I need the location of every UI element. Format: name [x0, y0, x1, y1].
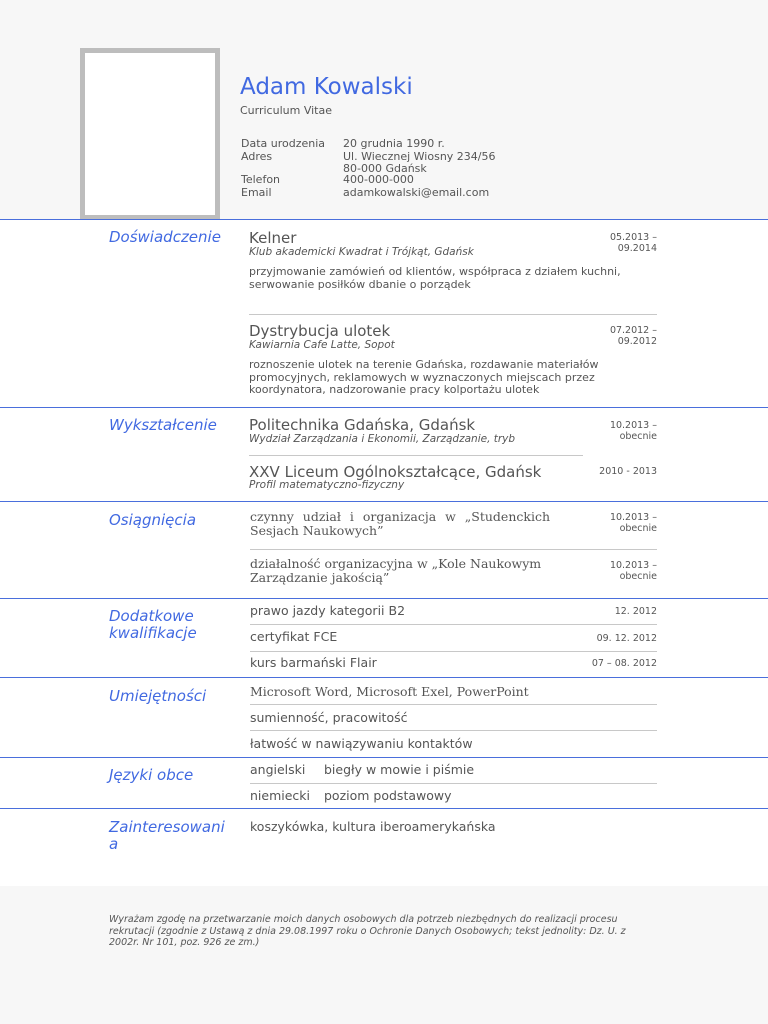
phone-value: 400-000-000: [343, 173, 414, 186]
achievement-text: działalność organizacyjna w „Kole Naukowym Zarządzanie jakością”: [250, 556, 542, 585]
job-organization: Klub akademicki Kwadrat i Trójkąt, Gdańsk: [249, 246, 474, 258]
job-organization: Kawiarnia Cafe Latte, Sopot: [249, 339, 395, 351]
section-title-qualifications: Dodatkowe kwalifikacje: [109, 607, 197, 642]
section-divider: [0, 219, 768, 220]
skill-item: sumienność, pracowitość: [250, 710, 408, 725]
job-description: przyjmowanie zamówień od klientów, współpraca z działem kuchni, serwowanie posiłków dbanie o porządek: [249, 265, 621, 291]
school-date: 2010 - 2013: [599, 466, 657, 477]
achievement-date: 10.2013 – obecnie: [609, 560, 657, 582]
qualification-date: 07 – 08. 2012: [591, 658, 657, 669]
section-title-education: Wykształcenie: [109, 416, 217, 434]
job-title: Dystrybucja ulotek: [249, 322, 391, 340]
item-separator: [250, 730, 657, 731]
birth-date-value: 20 grudnia 1990 r.: [343, 137, 445, 150]
skill-item: Microsoft Word, Microsoft Exel, PowerPoint: [250, 684, 529, 699]
qualification-item: kurs barmański Flair: [250, 655, 377, 670]
item-separator: [250, 549, 657, 550]
language-level: biegły w mowie i piśmie: [324, 762, 475, 777]
language-level: poziom podstawowy: [324, 788, 452, 803]
section-title-achievements: Osiągnięcia: [109, 511, 197, 529]
school-name: Politechnika Gdańska, Gdańsk: [249, 416, 476, 434]
item-separator: [249, 314, 657, 315]
job-date: 07.2012 – 09.2012: [609, 325, 657, 347]
section-title-skills: Umiejętności: [109, 687, 207, 705]
address-line-1: Ul. Wiecznej Wiosny 234/56: [343, 150, 496, 163]
qualification-item: prawo jazdy kategorii B2: [250, 603, 406, 618]
section-divider: [0, 808, 768, 809]
section-title-experience: Doświadczenie: [109, 228, 221, 246]
qualification-date: 09. 12. 2012: [596, 633, 657, 644]
email-label: Email: [241, 186, 272, 199]
section-title-languages: Języki obce: [109, 766, 194, 784]
skill-item: łatwość w nawiązywaniu kontaktów: [250, 736, 473, 751]
birth-date-label: Data urodzenia: [241, 137, 326, 150]
language-name: angielski: [250, 762, 306, 777]
address-label: Adres: [241, 150, 273, 163]
school-date: 10.2013 – obecnie: [609, 420, 657, 442]
section-divider: [0, 501, 768, 502]
section-divider: [0, 407, 768, 408]
profile-photo-placeholder: [80, 48, 220, 220]
phone-label: Telefon: [241, 173, 281, 186]
item-separator: [250, 651, 657, 652]
candidate-name: Adam Kowalski: [240, 74, 413, 100]
data-processing-consent: Wyrażam zgodę na przetwarzanie moich danych osobowych dla potrzeb niezbędnych do realizacji procesu rekrutacji (zgodnie z Ustawą z dnia 29.08.1997 roku o Ochronie Danych Osobowych; tekst jednolity: Dz. U. z 2002r. Nr 101, poz. 926 ze zm.): [109, 914, 626, 948]
item-separator: [250, 783, 657, 784]
qualification-date: 12. 2012: [614, 606, 657, 617]
section-divider: [0, 677, 768, 678]
item-separator: [249, 455, 583, 456]
address-line-2: 80-000 Gdańsk: [343, 162, 427, 175]
item-separator: [250, 704, 657, 705]
document-subtitle: Curriculum Vitae: [240, 104, 332, 117]
school-name: XXV Liceum Ogólnokształcące, Gdańsk: [249, 463, 542, 481]
item-separator: [250, 624, 657, 625]
achievement-date: 10.2013 – obecnie: [609, 512, 657, 534]
job-description: roznoszenie ulotek na terenie Gdańska, rozdawanie materiałów promocyjnych, reklamowych w wyznaczonych miejscach przez koordynatora, nadzorowanie pracy kolportażu ulotek: [249, 358, 599, 396]
school-faculty: Wydział Zarządzania i Ekonomii, Zarządzanie, tryb: [249, 433, 516, 445]
job-title: Kelner: [249, 229, 297, 247]
interests-text: koszykówka, kultura iberoamerykańska: [250, 819, 496, 834]
job-date: 05.2013 – 09.2014: [609, 232, 657, 254]
section-title-interests: Zainteresowania: [109, 818, 225, 853]
section-divider: [0, 598, 768, 599]
section-divider: [0, 757, 768, 758]
school-profile: Profil matematyczno-fizyczny: [249, 479, 405, 491]
language-name: niemiecki: [250, 788, 311, 803]
qualification-item: certyfikat FCE: [250, 629, 338, 644]
achievement-text: czynny udział i organizacja w „Studenckich Sesjach Naukowych”: [250, 509, 550, 538]
footer-background: [0, 886, 768, 1024]
email-value: adamkowalski@email.com: [343, 186, 490, 199]
